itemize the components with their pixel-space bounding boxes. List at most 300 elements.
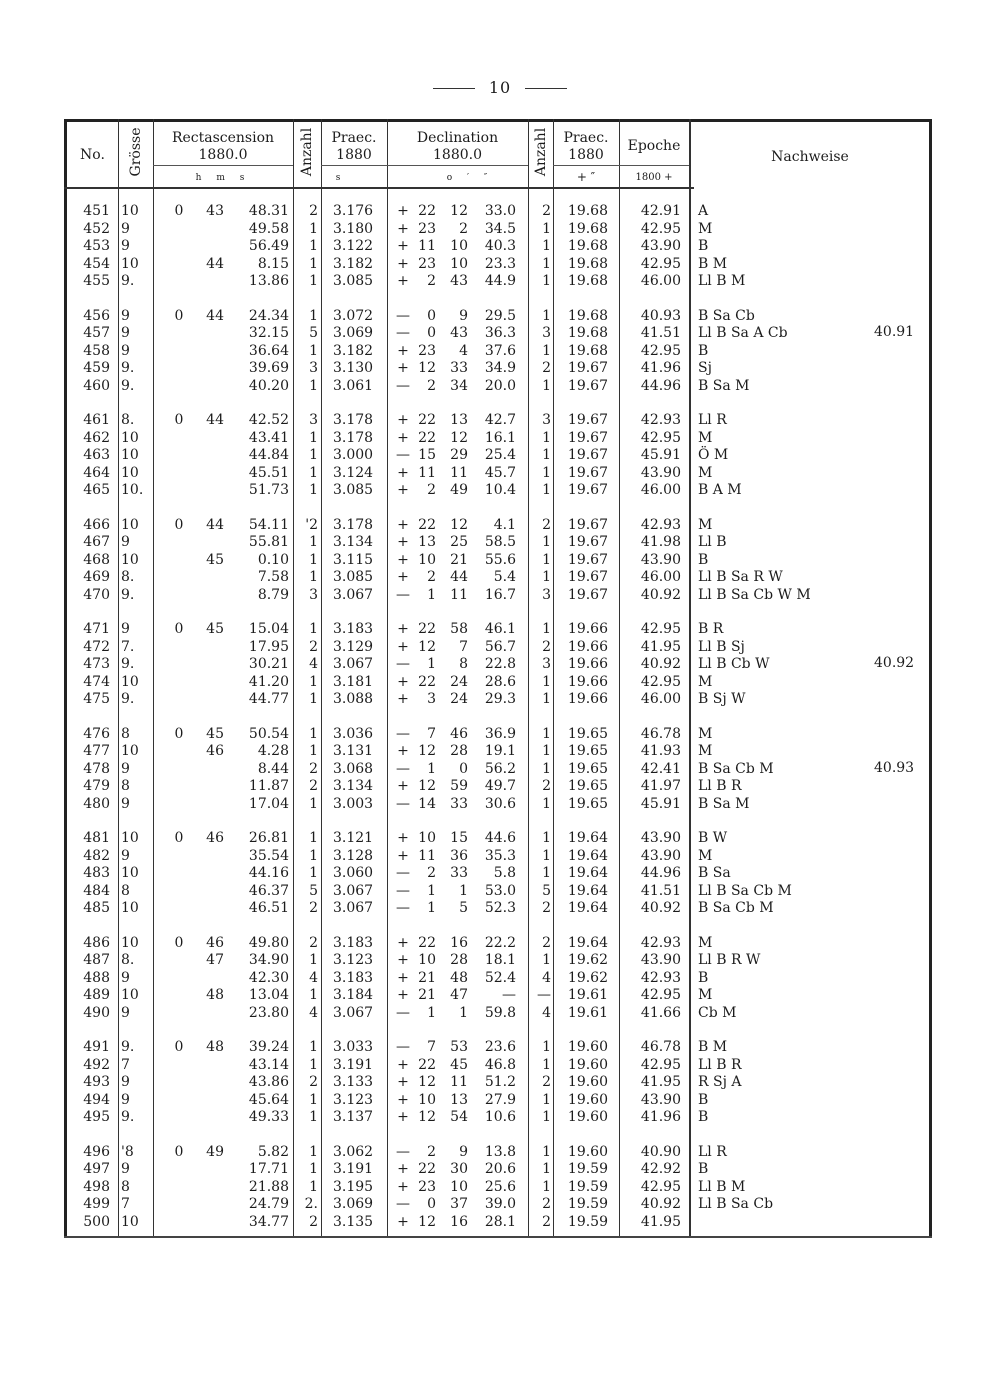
cell-dsec: 46.8 xyxy=(484,1056,516,1073)
cell-ds: + xyxy=(397,934,409,951)
cell-ep: 43.90 xyxy=(640,847,681,864)
col-separator xyxy=(118,119,119,1236)
cell-p1: 3.134 xyxy=(333,778,374,795)
page-number-rule-left xyxy=(433,88,475,89)
cell-ds: + xyxy=(397,743,409,760)
cell-ras: 54.11 xyxy=(248,516,289,533)
cell-ep: 42.95 xyxy=(640,1056,681,1073)
cell-dsec: 27.9 xyxy=(484,1091,516,1108)
cell-ras: 36.64 xyxy=(248,342,289,359)
cell-ras: 55.81 xyxy=(248,534,289,551)
cell-gr: 10 xyxy=(121,830,139,846)
cell-n1: 1 xyxy=(309,621,318,637)
cell-dsec: 56.7 xyxy=(484,638,516,655)
cell-gr: 10 xyxy=(121,551,139,568)
cell-no: 473 xyxy=(83,656,110,673)
cell-dsec: 36.3 xyxy=(484,325,516,342)
cell-nw: Sj xyxy=(698,360,712,377)
cell-p1: 3.123 xyxy=(333,952,374,969)
cell-p2: 19.60 xyxy=(567,1074,608,1091)
cell-ras: 50.54 xyxy=(248,725,289,742)
cell-ras: 56.49 xyxy=(248,238,289,255)
cell-n2: 1 xyxy=(542,482,551,499)
cell-ds: — xyxy=(396,882,410,899)
cell-gr: 9. xyxy=(121,377,135,394)
cell-dm: 24 xyxy=(450,691,468,708)
cell-no: 457 xyxy=(83,325,110,342)
cell-gr: 10 xyxy=(121,429,139,446)
cell-ras: 24.79 xyxy=(248,1196,289,1213)
cell-ep: 44.96 xyxy=(640,865,681,882)
cell-no: 481 xyxy=(83,830,110,846)
cell-no: 487 xyxy=(83,952,110,969)
cell-p2: 19.67 xyxy=(567,360,608,377)
cell-nw: B xyxy=(698,551,709,568)
cell-nw: Ll B R xyxy=(698,778,742,795)
cell-p2: 19.61 xyxy=(567,1004,608,1021)
cell-p2: 19.65 xyxy=(567,795,608,812)
cell-dd: 10 xyxy=(418,1091,436,1108)
cell-ras: 17.71 xyxy=(248,1161,289,1178)
cell-gr: 9 xyxy=(121,621,130,637)
cell-ep: 43.90 xyxy=(640,238,681,255)
cell-n1: 1 xyxy=(309,865,318,882)
cell-ras: 45.51 xyxy=(248,464,289,481)
cell-dm: 29 xyxy=(450,447,468,464)
cell-dd: 1 xyxy=(427,882,436,899)
cell-dd: 21 xyxy=(418,987,436,1004)
cell-gr: 10 xyxy=(121,900,139,917)
cell-nw: M xyxy=(698,847,713,864)
cell-dd: 22 xyxy=(418,516,436,533)
cell-ep: 41.51 xyxy=(640,325,681,342)
cell-dm: 24 xyxy=(450,673,468,690)
header-groesse: Grösse xyxy=(128,127,144,177)
cell-dd: 12 xyxy=(418,743,436,760)
cell-p1: 3.123 xyxy=(333,1091,374,1108)
cell-n1: 1 xyxy=(309,1039,318,1055)
cell-no: 460 xyxy=(83,377,110,394)
cell-ds: + xyxy=(397,482,409,499)
cell-ep: 42.95 xyxy=(640,1178,681,1195)
cell-ds: + xyxy=(397,1091,409,1108)
header-dec-title: Declination xyxy=(416,130,499,146)
cell-nw: Ll B Sa Cb M xyxy=(698,882,792,899)
cell-gr: 9 xyxy=(121,238,130,255)
cell-gr: 9. xyxy=(121,360,135,377)
cell-dd: 14 xyxy=(418,795,436,812)
cell-ep: 46.00 xyxy=(640,482,681,499)
cell-dd: 23 xyxy=(418,220,436,237)
cell-dm: 45 xyxy=(450,1056,468,1073)
cell-no: 458 xyxy=(83,342,110,359)
cell-n2: 1 xyxy=(542,743,551,760)
header-anzahl2: Anzahl xyxy=(533,127,549,177)
cell-ep: 43.90 xyxy=(640,551,681,568)
cell-n1: 1 xyxy=(309,342,318,359)
cell-dsec: 4.1 xyxy=(493,516,516,533)
cell-n1: 4 xyxy=(309,1004,318,1021)
cell-n2: 1 xyxy=(542,1161,551,1178)
cell-dd: 10 xyxy=(418,551,436,568)
cell-p2: 19.62 xyxy=(567,952,608,969)
cell-dd: 12 xyxy=(418,778,436,795)
cell-n2: 1 xyxy=(542,273,551,290)
cell-ds: — xyxy=(396,900,410,917)
col-separator xyxy=(293,119,294,1236)
cell-p1: 3.181 xyxy=(333,673,374,690)
cell-dm: 44 xyxy=(450,569,468,586)
cell-ras: 32.15 xyxy=(248,325,289,342)
cell-dd: 0 xyxy=(427,1196,436,1213)
cell-p1: 3.061 xyxy=(333,377,374,394)
cell-dsec: 22.2 xyxy=(484,934,516,951)
cell-dm: 11 xyxy=(450,464,468,481)
cell-ep: 42.95 xyxy=(640,342,681,359)
header-dec-units: o ′ ″ xyxy=(446,173,494,183)
cell-p1: 3.124 xyxy=(333,464,374,481)
cell-gr: 9 xyxy=(121,760,130,777)
cell-p2: 19.64 xyxy=(567,847,608,864)
cell-ras: 15.04 xyxy=(248,621,289,637)
cell-dsec: 30.6 xyxy=(484,795,516,812)
cell-dd: 12 xyxy=(418,1074,436,1091)
cell-no: 478 xyxy=(83,760,110,777)
cell-ep: 41.66 xyxy=(640,1004,681,1021)
cell-dsec: 39.0 xyxy=(484,1196,516,1213)
cell-n1: 1 xyxy=(309,987,318,1004)
cell-dm: 46 xyxy=(450,725,468,742)
cell-dsec: 29.3 xyxy=(484,691,516,708)
cell-no: 466 xyxy=(83,516,110,533)
cell-ras: 44.84 xyxy=(248,447,289,464)
cell-p1: 3.115 xyxy=(333,551,374,568)
cell-rah: 0 xyxy=(174,1039,184,1055)
cell-n2: 1 xyxy=(542,447,551,464)
cell-p1: 3.068 xyxy=(333,760,374,777)
cell-gr: 9 xyxy=(121,534,130,551)
cell-p2: 19.67 xyxy=(567,464,608,481)
cell-p2: 19.64 xyxy=(567,934,608,951)
cell-dd: 11 xyxy=(418,847,436,864)
cell-no: 469 xyxy=(83,569,110,586)
header-ra-units: h m s xyxy=(195,173,251,183)
cell-p2: 19.65 xyxy=(567,778,608,795)
cell-dm: 48 xyxy=(450,969,468,986)
cell-dm: 13 xyxy=(450,1091,468,1108)
cell-ras: 49.33 xyxy=(248,1109,289,1126)
page-number-rule-right xyxy=(525,88,567,89)
cell-ds: + xyxy=(397,238,409,255)
cell-ras: 40.20 xyxy=(248,377,289,394)
cell-ep: 45.91 xyxy=(640,447,681,464)
cell-ep: 41.98 xyxy=(640,534,681,551)
cell-n1: 1 xyxy=(309,464,318,481)
col-separator xyxy=(387,119,388,1236)
cell-ds: + xyxy=(397,360,409,377)
cell-gr: 10 xyxy=(121,516,139,533)
cell-gr: 9. xyxy=(121,1109,135,1126)
cell-n2: 1 xyxy=(542,464,551,481)
cell-p1: 3.178 xyxy=(333,516,374,533)
cell-no: 482 xyxy=(83,847,110,864)
cell-n2: 2 xyxy=(542,203,551,219)
cell-no: 484 xyxy=(83,882,110,899)
cell-dd: 10 xyxy=(418,952,436,969)
cell-p2: 19.67 xyxy=(567,447,608,464)
cell-dd: 2 xyxy=(427,865,436,882)
cell-nw: B xyxy=(698,1161,709,1178)
cell-gr: 9 xyxy=(121,795,130,812)
cell-ram: 45 xyxy=(206,725,224,742)
cell-ras: 44.77 xyxy=(248,691,289,708)
cell-dsec: 29.5 xyxy=(484,307,516,324)
cell-n2: — xyxy=(537,987,551,1004)
cell-nw: Ll B Sa A Cb xyxy=(698,325,788,342)
cell-ep: 46.00 xyxy=(640,273,681,290)
cell-p1: 3.135 xyxy=(333,1213,374,1230)
cell-no: 476 xyxy=(83,725,110,742)
cell-n2: 1 xyxy=(542,1056,551,1073)
cell-ds: + xyxy=(397,847,409,864)
cell-n2: 2 xyxy=(542,934,551,951)
cell-gr: 9 xyxy=(121,307,130,324)
praec1-subheader-rule xyxy=(321,165,387,166)
cell-nw: Cb M xyxy=(698,1004,737,1021)
cell-dd: 0 xyxy=(427,325,436,342)
cell-p1: 3.178 xyxy=(333,412,374,428)
cell-gr: 10 xyxy=(121,743,139,760)
cell-n2: 4 xyxy=(542,1004,551,1021)
cell-ds: + xyxy=(397,255,409,272)
cell-gr: 7 xyxy=(121,1056,130,1073)
cell-dm: 12 xyxy=(450,203,468,219)
header-dec-epoch: 1880.0 xyxy=(433,147,482,163)
cell-nw: B A M xyxy=(698,482,742,499)
cell-ds: — xyxy=(396,725,410,742)
cell-p2: 19.65 xyxy=(567,725,608,742)
cell-p1: 3.129 xyxy=(333,638,374,655)
cell-no: 485 xyxy=(83,900,110,917)
col-separator xyxy=(553,119,554,1236)
cell-dm: 43 xyxy=(450,273,468,290)
cell-dd: 12 xyxy=(418,1213,436,1230)
cell-p2: 19.66 xyxy=(567,691,608,708)
cell-dsec: 25.6 xyxy=(484,1178,516,1195)
cell-dm: 33 xyxy=(450,795,468,812)
cell-p1: 3.183 xyxy=(333,621,374,637)
cell-nw: R Sj A xyxy=(698,1074,742,1091)
cell-n1: 1 xyxy=(309,725,318,742)
cell-p1: 3.072 xyxy=(333,307,374,324)
cell-nw: Ll B M xyxy=(698,273,746,290)
cell-p2: 19.68 xyxy=(567,325,608,342)
cell-ram: 47 xyxy=(206,952,224,969)
cell-gr: 9. xyxy=(121,586,135,603)
cell-dsec: 52.4 xyxy=(484,969,516,986)
cell-rah: 0 xyxy=(174,203,184,219)
cell-gr: 9 xyxy=(121,847,130,864)
cell-ds: — xyxy=(396,865,410,882)
cell-dd: 22 xyxy=(418,203,436,219)
cell-p2: 19.64 xyxy=(567,865,608,882)
cell-ds: + xyxy=(397,273,409,290)
cell-no: 495 xyxy=(83,1109,110,1126)
cell-p2: 19.68 xyxy=(567,307,608,324)
cell-ras: 17.95 xyxy=(248,638,289,655)
cell-ds: + xyxy=(397,969,409,986)
cell-no: 470 xyxy=(83,586,110,603)
cell-nw: B R xyxy=(698,621,724,637)
cell-dsec: 49.7 xyxy=(484,778,516,795)
cell-p1: 3.137 xyxy=(333,1109,374,1126)
cell-ds: — xyxy=(396,1004,410,1021)
cell-ras: 24.34 xyxy=(248,307,289,324)
cell-no: 463 xyxy=(83,447,110,464)
cell-dd: 12 xyxy=(418,1109,436,1126)
cell-dm: 34 xyxy=(450,377,468,394)
cell-nw: Ll R xyxy=(698,1143,727,1160)
cell-ram: 43 xyxy=(206,203,224,219)
cell-dsec: 35.3 xyxy=(484,847,516,864)
cell-p1: 3.067 xyxy=(333,586,374,603)
cell-nw: B M xyxy=(698,1039,728,1055)
cell-dd: 13 xyxy=(418,534,436,551)
cell-n1: 1 xyxy=(309,691,318,708)
cell-no: 483 xyxy=(83,865,110,882)
cell-ds: + xyxy=(397,691,409,708)
epoche-subheader-rule xyxy=(619,165,689,166)
cell-nw: Ll B Sj xyxy=(698,638,745,655)
cell-ras: 45.64 xyxy=(248,1091,289,1108)
cell-ep: 42.41 xyxy=(640,760,681,777)
cell-ds: — xyxy=(396,1196,410,1213)
cell-n2: 1 xyxy=(542,830,551,846)
cell-dm: 49 xyxy=(450,482,468,499)
cell-dm: 0 xyxy=(459,760,468,777)
cell-ds: — xyxy=(396,656,410,673)
cell-n2: 1 xyxy=(542,725,551,742)
cell-dm: 5 xyxy=(459,900,468,917)
ra-subheader-rule xyxy=(153,165,293,166)
cell-n2: 2 xyxy=(542,778,551,795)
cell-n2: 3 xyxy=(542,325,551,342)
cell-n2: 1 xyxy=(542,847,551,864)
cell-nw: Ll B Sa R W xyxy=(698,569,783,586)
cell-n2: 1 xyxy=(542,865,551,882)
cell-ep: 46.78 xyxy=(640,725,681,742)
cell-nw: M xyxy=(698,743,713,760)
cell-ep: 43.90 xyxy=(640,830,681,846)
cell-gr: 8 xyxy=(121,1178,130,1195)
cell-ep: 42.95 xyxy=(640,220,681,237)
cell-p2: 19.61 xyxy=(567,987,608,1004)
cell-dd: 23 xyxy=(418,1178,436,1195)
cell-gr: 8. xyxy=(121,952,135,969)
cell-nw: B xyxy=(698,969,709,986)
margin-note: 40.92 xyxy=(874,655,915,672)
cell-gr: 8. xyxy=(121,569,135,586)
cell-dsec: 59.8 xyxy=(484,1004,516,1021)
cell-p2: 19.62 xyxy=(567,969,608,986)
cell-ram: 46 xyxy=(206,934,224,951)
cell-ras: 13.04 xyxy=(248,987,289,1004)
cell-no: 465 xyxy=(83,482,110,499)
cell-gr: 10 xyxy=(121,255,139,272)
cell-dm: 1 xyxy=(459,882,468,899)
cell-no: 479 xyxy=(83,778,110,795)
cell-ram: 44 xyxy=(206,307,224,324)
cell-no: 496 xyxy=(83,1143,110,1160)
cell-gr: 10 xyxy=(121,934,139,951)
cell-ds: + xyxy=(397,830,409,846)
cell-p2: 19.67 xyxy=(567,586,608,603)
cell-n1: 3 xyxy=(309,360,318,377)
cell-p2: 19.60 xyxy=(567,1143,608,1160)
cell-dd: 3 xyxy=(427,691,436,708)
cell-n2: 2 xyxy=(542,360,551,377)
cell-ras: 23.80 xyxy=(248,1004,289,1021)
cell-p2: 19.68 xyxy=(567,238,608,255)
cell-rah: 0 xyxy=(174,830,184,846)
cell-ram: 48 xyxy=(206,1039,224,1055)
cell-dd: 1 xyxy=(427,900,436,917)
cell-ras: 8.15 xyxy=(257,255,289,272)
cell-dd: 22 xyxy=(418,1056,436,1073)
cell-dd: 22 xyxy=(418,1161,436,1178)
cell-gr: 10 xyxy=(121,447,139,464)
cell-no: 461 xyxy=(83,412,110,428)
cell-dsec: 56.2 xyxy=(484,760,516,777)
cell-dm: 16 xyxy=(450,934,468,951)
cell-dsec: 34.5 xyxy=(484,220,516,237)
cell-n1: 1 xyxy=(309,482,318,499)
cell-dsec: 33.0 xyxy=(484,203,516,219)
cell-ram: 46 xyxy=(206,743,224,760)
page-number-text: 10 xyxy=(488,78,512,97)
cell-n2: 1 xyxy=(542,621,551,637)
cell-p2: 19.68 xyxy=(567,203,608,219)
cell-nw: B Sa xyxy=(698,865,731,882)
cell-dd: 22 xyxy=(418,429,436,446)
cell-ep: 42.95 xyxy=(640,621,681,637)
cell-ram: 46 xyxy=(206,830,224,846)
cell-n1: 4 xyxy=(309,969,318,986)
cell-p1: 3.191 xyxy=(333,1161,374,1178)
cell-no: 464 xyxy=(83,464,110,481)
cell-n2: 1 xyxy=(542,429,551,446)
cell-dm: 25 xyxy=(450,534,468,551)
cell-dm: 58 xyxy=(450,621,468,637)
cell-p1: 3.069 xyxy=(333,325,374,342)
cell-p2: 19.67 xyxy=(567,482,608,499)
cell-ds: + xyxy=(397,1074,409,1091)
cell-n2: 1 xyxy=(542,795,551,812)
cell-dsec: 28.6 xyxy=(484,673,516,690)
cell-ds: + xyxy=(397,621,409,637)
cell-rah: 0 xyxy=(174,1143,184,1160)
cell-ep: 44.96 xyxy=(640,377,681,394)
cell-n2: 2 xyxy=(542,516,551,533)
cell-ras: 0.10 xyxy=(257,551,289,568)
cell-p1: 3.000 xyxy=(333,447,374,464)
cell-nw: B xyxy=(698,1091,709,1108)
header-epoche: Epoche xyxy=(627,138,681,154)
cell-p2: 19.64 xyxy=(567,882,608,899)
cell-ep: 42.93 xyxy=(640,516,681,533)
cell-n2: 1 xyxy=(542,551,551,568)
cell-dsec: 58.5 xyxy=(484,534,516,551)
